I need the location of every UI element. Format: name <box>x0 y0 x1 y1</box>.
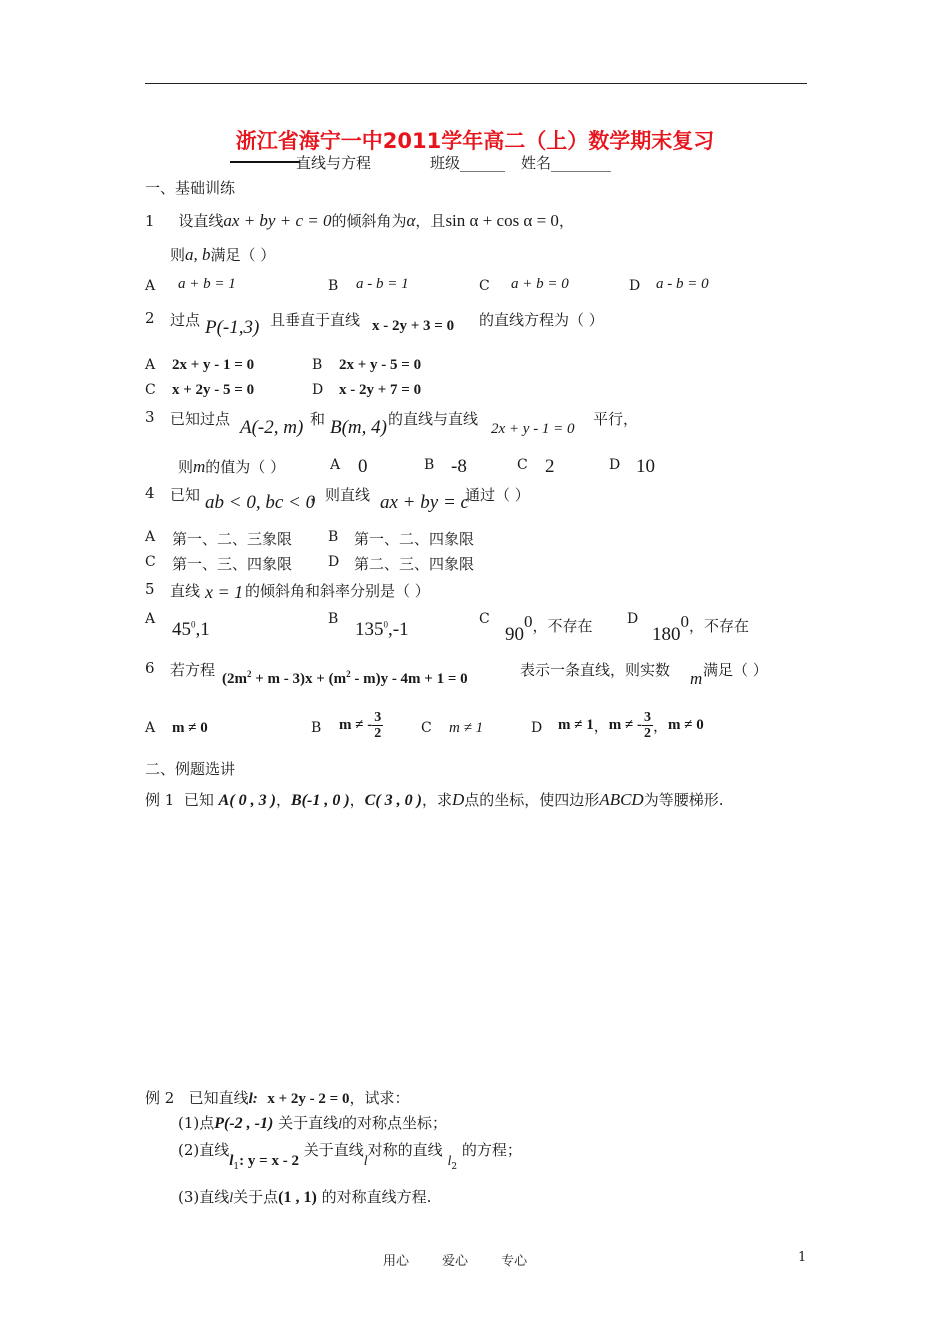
question-5-num: 5 <box>145 580 155 598</box>
ex2-p2-line: l <box>363 1154 368 1169</box>
q4-text: 通过（ ） <box>465 486 530 504</box>
q2-text: 且垂直于直线 <box>270 311 361 329</box>
ex2-text: 已知直线 <box>188 1089 249 1107</box>
q2-option-d: x - 2y + 7 = 0 <box>339 382 422 398</box>
q6-option-a-label: A <box>145 720 156 736</box>
q1-option-b: a - b = 1 <box>356 276 409 292</box>
q3-text: 平行， <box>593 410 639 428</box>
q5-option-b-label: B <box>328 611 339 627</box>
q2-option-b: 2x + y - 5 = 0 <box>339 357 422 373</box>
ex1-point-b: B(-1 , 0 ) <box>291 792 350 809</box>
ex2-p2-text: 关于直线 <box>303 1141 364 1159</box>
q5-option-b <box>355 619 409 641</box>
ex2-p3-text: 关于点 <box>233 1188 279 1206</box>
q2-option-b-label: B <box>312 357 323 373</box>
q5-option-a <box>172 619 210 641</box>
q1-option-b-label: B <box>328 278 339 294</box>
q4-option-a: 第一、二、三象限 <box>172 530 293 548</box>
q1-line2 <box>170 244 275 265</box>
page-number: 1 <box>798 1250 807 1265</box>
ex2-p3-text: 的对称直线方程. <box>321 1188 432 1206</box>
ex2-p2-l1: l <box>229 1153 234 1169</box>
ex1-text: 点的坐标，使四边形 <box>464 791 600 809</box>
ex2-line-eq: x + 2y - 2 = 0 <box>267 1091 350 1107</box>
q6-b-pre: m ≠ - <box>339 717 373 733</box>
q1-number: 1 <box>145 212 155 230</box>
q6-text: 满足（ ） <box>703 661 768 679</box>
q3-var: m <box>193 457 206 476</box>
q6-d-sep: ， <box>593 717 609 735</box>
q3-option-a-label: A <box>330 457 341 473</box>
ex2-part-3 <box>178 1186 431 1207</box>
q1-option-a-label: A <box>145 278 156 294</box>
q1-text: ， <box>558 212 574 230</box>
q1-text: 设直线 <box>178 212 224 230</box>
ex1-point-c: C( 3 , 0 ) <box>364 792 422 809</box>
question-6-num: 6 <box>145 659 155 677</box>
q4-text: ，则直线 <box>310 486 371 504</box>
q6-d-den: 2 <box>643 726 651 741</box>
q6-option-a: m ≠ 0 <box>172 720 208 736</box>
q5-option-a-label: A <box>145 611 156 627</box>
q5-a-deg: 45 <box>172 619 191 640</box>
q6-var: m <box>690 669 703 688</box>
ex2-p2-text: (2)直线 <box>178 1141 230 1159</box>
q4-option-a-label: A <box>145 529 156 545</box>
ex2-p3-line: l <box>229 1191 234 1206</box>
q5-d-note: ，不存在 <box>689 617 750 635</box>
ex2-p1-line: l <box>338 1117 343 1132</box>
q5-line: x = 1 <box>205 582 244 602</box>
footer-motto: 用心 爱心 专心 <box>383 1254 528 1269</box>
q3-option-d: 10 <box>636 456 655 477</box>
q2-option-c: x + 2y - 5 = 0 <box>172 382 255 398</box>
ex2-text: ，试求： <box>349 1089 410 1107</box>
ex2-p1-text: 的对称点坐标； <box>342 1114 448 1132</box>
ex2-p2-l2: l <box>447 1154 452 1169</box>
q1-vars: a, b <box>185 245 211 264</box>
topic-underline <box>230 161 300 163</box>
q6-eq-sup: 2 <box>346 669 351 679</box>
q3-text: 已知过点 <box>170 410 231 428</box>
q2-text: 的直线方程为（ ） <box>479 311 604 329</box>
q3-point-b: B(m, 4) <box>330 417 387 438</box>
ex1-point-a: A( 0 , 3 ) <box>218 792 276 809</box>
ex1-quad: ABCD <box>599 790 644 809</box>
q5-a-sup: 0 <box>191 619 196 630</box>
q4-option-d: 第二、三、四象限 <box>354 555 475 573</box>
q6-b-den: 2 <box>374 726 382 741</box>
name-field: 姓名________ <box>521 154 612 172</box>
q3-option-c-label: C <box>517 457 528 473</box>
q1-eq-trig: sin α + cos α = 0 <box>445 211 559 230</box>
ex2-p3-text: (3)直线 <box>178 1188 230 1206</box>
q3-point-a: A(-2, m) <box>240 417 304 438</box>
q2-option-c-label: C <box>145 382 156 398</box>
ex2-p1-text: 关于直线 <box>278 1114 339 1132</box>
q5-text: 的倾斜角和斜率分别是（ ） <box>245 582 430 600</box>
q3-line2 <box>178 456 285 477</box>
q4-condition: ab < 0, bc < 0 <box>205 492 316 513</box>
section2-heading: 二、例题选讲 <box>145 760 236 778</box>
q6-option-c-label: C <box>421 720 432 736</box>
topic-label: 直线与方程 <box>296 154 372 172</box>
section1-heading: 一、基础训练 <box>145 179 236 197</box>
ex2-p2-text: 的方程； <box>461 1141 522 1159</box>
q3-option-a: 0 <box>358 456 368 477</box>
ex2-p1-text: (1)点 <box>178 1114 215 1132</box>
ex1-text: 为等腰梯形. <box>643 791 724 809</box>
q3-text: 则 <box>178 458 194 476</box>
header-rule <box>145 83 807 84</box>
q2-option-d-label: D <box>312 382 324 398</box>
q5-b-sup: 0 <box>383 619 388 630</box>
q4-option-c: 第一、三、四象限 <box>172 555 293 573</box>
q3-text: 的直线与直线 <box>388 410 479 428</box>
q6-d-part: m ≠ 0 <box>668 717 704 733</box>
q3-text: 的值为（ ） <box>205 458 286 476</box>
q3-text: 和 <box>310 410 326 428</box>
q5-b-deg: 135 <box>355 619 384 640</box>
q1-option-d: a - b = 0 <box>656 276 709 292</box>
example-2 <box>145 1087 409 1108</box>
q2-line-eq: x - 2y + 3 = 0 <box>372 318 455 334</box>
ex2-p2-text: 对称的直线 <box>367 1141 443 1159</box>
ex1-label: 例 1 <box>145 791 175 809</box>
q6-eq-part: (2m <box>222 671 247 687</box>
q1-option-c-label: C <box>479 278 490 294</box>
q2-text: 过点 <box>170 311 201 329</box>
q5-option-c-label: C <box>479 611 490 627</box>
q6-text: 表示一条直线，则实数 <box>520 661 671 679</box>
q6-eq-part: - m)y - 4m + 1 = 0 <box>350 671 468 687</box>
q1-text: 的倾斜角为 <box>331 212 407 230</box>
q1-text: 则 <box>170 246 186 264</box>
q5-option-d-label: D <box>627 611 639 627</box>
q4-text: 已知 <box>170 486 201 504</box>
q4-option-b-label: B <box>328 529 339 545</box>
ex1-sep: ， <box>275 791 291 809</box>
q4-option-b: 第一、二、四象限 <box>354 530 475 548</box>
page-title: 浙江省海宁一中2011学年高二（上）数学期末复习 <box>235 129 715 153</box>
q5-a-tail: ,1 <box>195 619 210 640</box>
q6-d-part: m ≠ 1 <box>558 717 594 733</box>
q6-option-b-label: B <box>311 720 322 736</box>
ex1-sep: ， <box>349 791 365 809</box>
question-2-num: 2 <box>145 309 155 327</box>
q1-alpha: α <box>406 211 416 230</box>
question-1 <box>145 210 574 231</box>
q5-d-sup: 0 <box>680 612 689 631</box>
q6-option-d-label: D <box>531 720 543 736</box>
q2-option-a-label: A <box>145 357 156 373</box>
q1-option-a: a + b = 1 <box>178 276 236 292</box>
q5-option-d <box>652 610 750 645</box>
ex2-p2-l1-sub: 1 <box>233 1162 240 1172</box>
ex2-part-2 <box>178 1139 522 1172</box>
example-1 <box>145 789 723 810</box>
ex2-p3-point: (1 , 1) <box>278 1189 317 1206</box>
q3-option-d-label: D <box>609 457 621 473</box>
q5-text: 直线 <box>170 582 201 600</box>
q5-c-deg: 90 <box>505 624 524 645</box>
ex1-text: ，求 <box>422 791 453 809</box>
ex2-p2-l2-sub: 2 <box>451 1162 458 1172</box>
q2-point: P(-1,3) <box>205 317 260 338</box>
ex2-part-1 <box>178 1112 447 1133</box>
ex2-p1-point: P(-2 , -1) <box>214 1115 274 1132</box>
ex1-point-d: D <box>452 790 465 809</box>
q6-option-d <box>558 710 704 741</box>
q4-option-c-label: C <box>145 554 156 570</box>
q6-d-num: 3 <box>643 710 651 725</box>
question-4-num: 4 <box>145 484 155 502</box>
q1-option-d-label: D <box>629 278 641 294</box>
q5-option-c <box>505 610 593 645</box>
q6-option-b <box>339 710 383 741</box>
q5-c-note: ，不存在 <box>532 617 593 635</box>
question-3-num: 3 <box>145 408 155 426</box>
ex2-line-name: l: <box>248 1091 258 1107</box>
q4-line-eq: ax + by = c <box>380 492 469 513</box>
q6-text: 若方程 <box>170 661 216 679</box>
q3-option-c: 2 <box>545 456 555 477</box>
q1-text: ，且 <box>415 212 446 230</box>
q3-option-b: -8 <box>451 456 467 477</box>
q6-b-num: 3 <box>374 710 382 725</box>
q6-d-sep: ， <box>652 717 668 735</box>
q6-b-fraction <box>372 710 383 741</box>
q1-eq-line: ax + by + c = 0 <box>223 211 332 230</box>
ex1-text: 已知 <box>183 791 214 809</box>
q5-c-sup: 0 <box>524 612 533 631</box>
q6-d-fraction <box>642 710 653 741</box>
q2-option-a: 2x + y - 1 = 0 <box>172 357 255 373</box>
q6-equation <box>222 669 468 688</box>
ex2-p2-eq: : y = x - 2 <box>239 1153 299 1169</box>
q6-d-pre: m ≠ - <box>608 717 642 733</box>
q1-option-c: a + b = 0 <box>511 276 569 292</box>
q5-d-deg: 180 <box>652 624 681 645</box>
q3-option-b-label: B <box>424 457 435 473</box>
ex2-label: 例 2 <box>145 1089 175 1107</box>
q6-option-c: m ≠ 1 <box>449 720 484 736</box>
q3-line-eq: 2x + y - 1 = 0 <box>491 421 575 437</box>
q4-option-d-label: D <box>328 554 340 570</box>
q6-eq-sup: 2 <box>247 669 252 679</box>
q5-b-tail: ,-1 <box>388 619 409 640</box>
class-field: 班级______ <box>430 154 506 172</box>
q1-text: 满足（ ） <box>210 246 276 264</box>
q6-eq-part: + m - 3)x + (m <box>251 671 347 687</box>
